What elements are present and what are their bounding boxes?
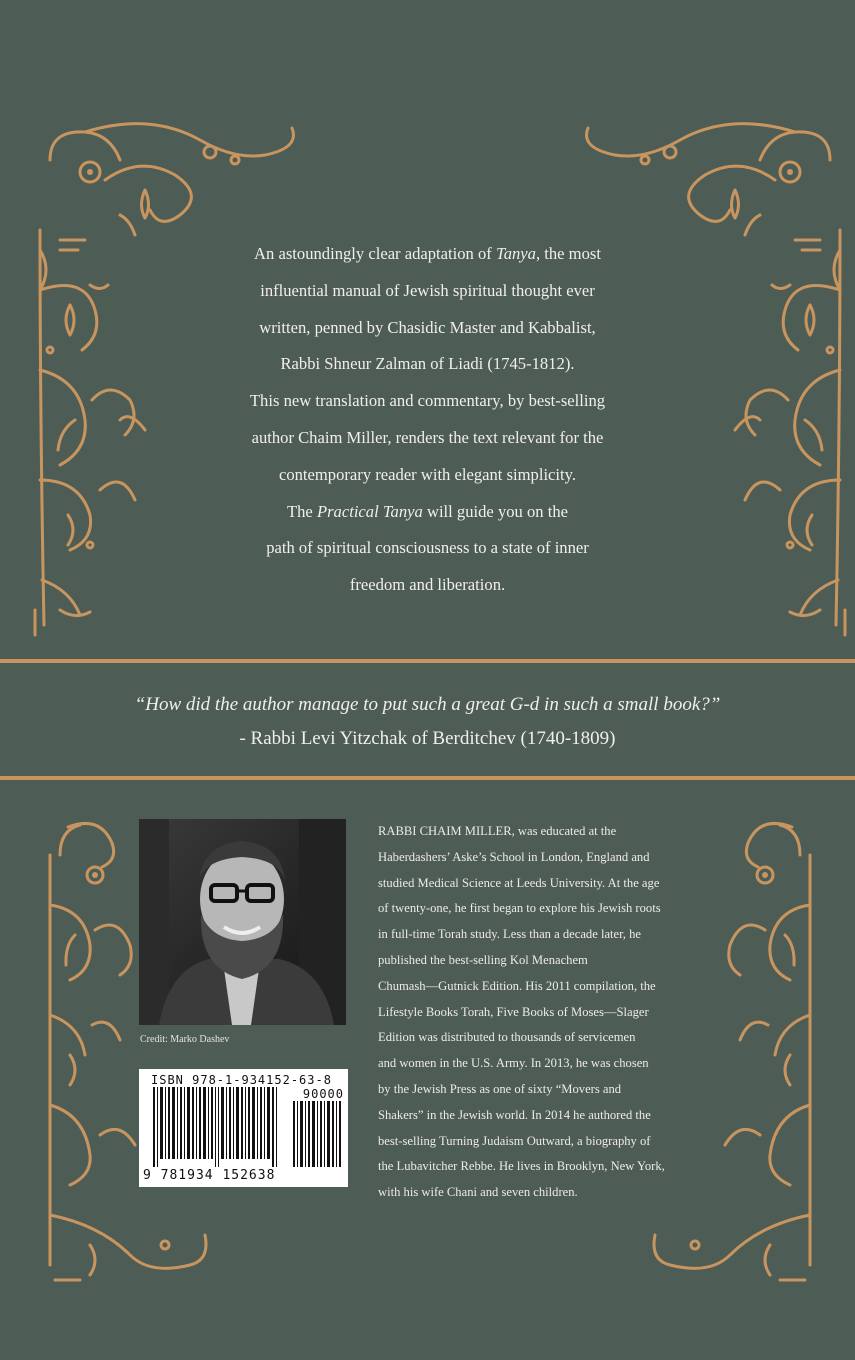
blurb-line: The Practical Tanya will guide you on the xyxy=(287,501,568,521)
bio-line: and women in the U.S. Army. In 2013, he was chosen xyxy=(378,1056,649,1071)
isbn-text: ISBN 978-1-934152-63-8 xyxy=(151,1073,332,1087)
bio-line: in full-time Torah study. Less than a decade later, he xyxy=(378,927,641,942)
bio-line: studied Medical Science at Leeds University. At the age xyxy=(378,875,660,890)
divider-bottom xyxy=(0,776,855,780)
blurb-line: influential manual of Jewish spiritual thought ever xyxy=(260,280,595,300)
pull-quote xyxy=(0,688,855,756)
author-bio xyxy=(378,819,728,1206)
bio-line: Chumash—Gutnick Edition. His 2011 compilation, the xyxy=(378,978,656,993)
blurb-line: An astoundingly clear adaptation of Tanya, the most xyxy=(254,244,601,263)
bio-line: best-selling Turning Judaism Outward, a biography of xyxy=(378,1133,651,1148)
bio-line: by the Jewish Press as one of sixty “Movers and xyxy=(378,1081,622,1096)
book-description xyxy=(160,236,695,604)
bio-line: Shakers” in the Jewish world. In 2014 he authored the xyxy=(378,1107,651,1122)
blurb-line: This new translation and commentary, by best-selling xyxy=(249,391,606,411)
bio-line: Edition was distributed to thousands of servicemen xyxy=(378,1030,636,1045)
divider-top xyxy=(0,659,855,663)
ean-number: 9 781934 152638 xyxy=(143,1168,276,1183)
blurb-line: freedom and liberation. xyxy=(349,575,506,595)
bio-line: with his wife Chani and seven children. xyxy=(378,1185,578,1200)
blurb-line: written, penned by Chasidic Master and Kabbalist, xyxy=(259,317,596,337)
blurb-line: contemporary reader with elegant simplicity. xyxy=(278,464,577,484)
bio-line: RABBI CHAIM MILLER, was educated at the xyxy=(378,824,617,838)
quote-attribution: - Rabbi Levi Yitzchak of Berditchev (1740-1809) xyxy=(239,728,616,749)
blurb-line: author Chaim Miller, renders the text relevant for the xyxy=(251,427,604,447)
bio-line: published the best-selling Kol Menachem xyxy=(378,952,588,967)
barcode-addon: 90000 xyxy=(302,1087,344,1101)
author-photo xyxy=(139,819,346,1025)
bio-line: Lifestyle Books Torah, Five Books of Moses—Slager xyxy=(378,1004,649,1019)
photo-credit: Credit: Marko Dashev xyxy=(140,1034,230,1045)
blurb-line: path of spiritual consciousness to a state of inner xyxy=(266,538,589,558)
quote-text: “How did the author manage to put such a great G-d in such a small book?” xyxy=(134,694,721,715)
isbn-barcode xyxy=(139,1069,348,1187)
bio-line: Haberdashers’ Aske’s School in London, England and xyxy=(378,849,650,864)
bio-line: the Lubavitcher Rebbe. He lives in Brooklyn, New York, xyxy=(378,1159,665,1174)
blurb-line: Rabbi Shneur Zalman of Liadi (1745-1812). xyxy=(280,354,575,374)
barcode-icon xyxy=(153,1087,343,1167)
bio-line: of twenty-one, he first began to explore his Jewish roots xyxy=(378,901,661,916)
